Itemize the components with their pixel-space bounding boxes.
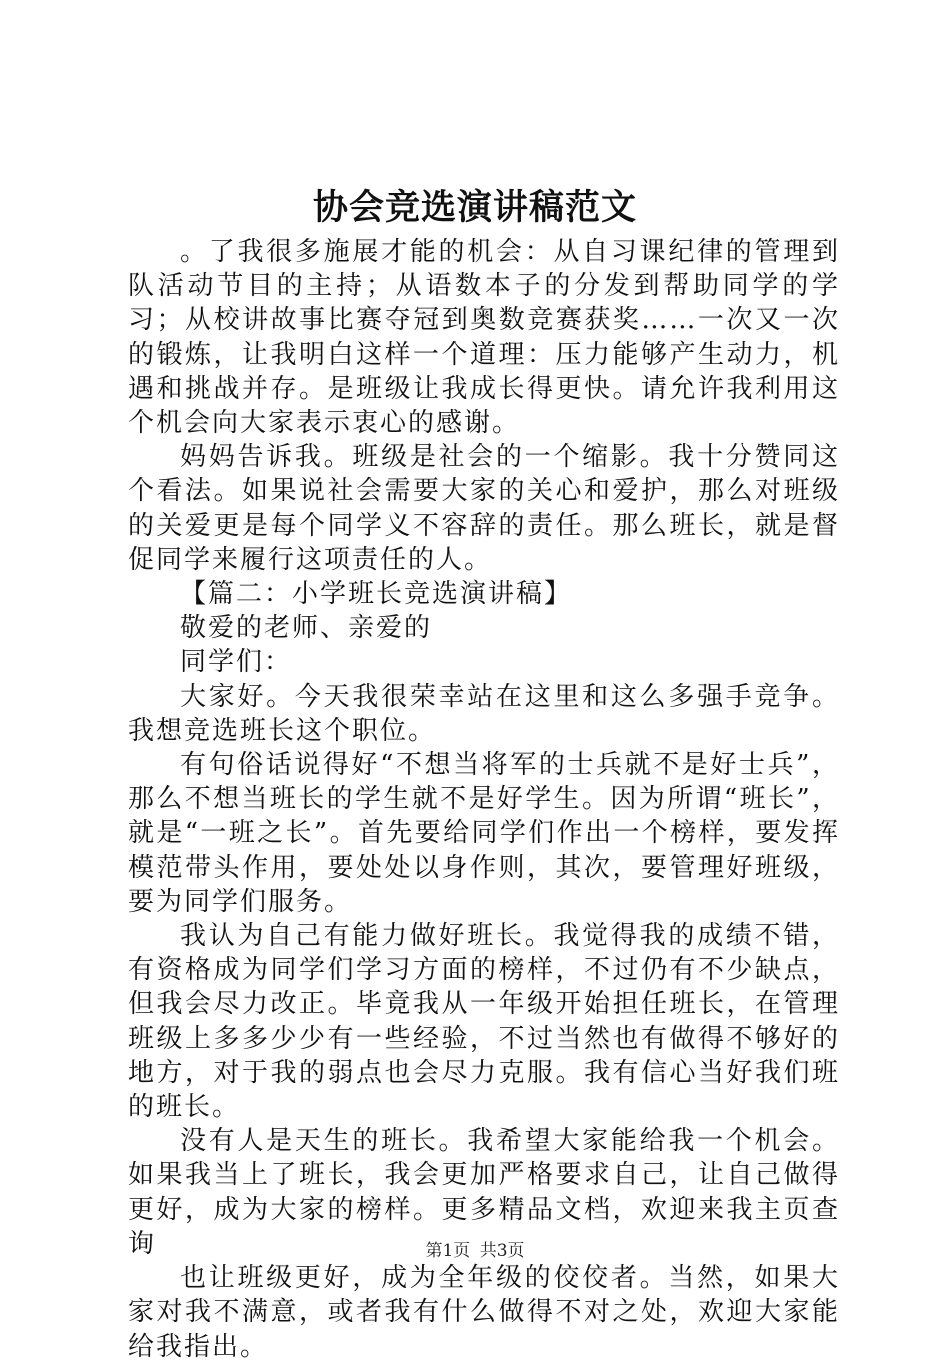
paragraph: 。了我很多施展才能的机会：从自习课纪律的管理到队活动节目的主持；从语数本子的分发到帮助同学的学习；从校讲故事比赛夺冠到奥数竞赛获奖……一次又一次的锻炼，让我明白这样一个道理：压力能够产生动力，机遇和挑战并存。是班级让我成长得更快。请允许我利用这个机会向大家表示衷心的感谢。 [128,237,840,439]
page-total: 共3页 [479,1241,525,1261]
section-heading: 【篇二：小学班长竞选演讲稿】 [180,579,573,610]
paragraph: 妈妈告诉我。班级是社会的一个缩影。我十分赞同这个看法。如果说社会需要大家的关心和爱护，那么对班级的关爱更是每个同学义不容辞的责任。那么班长，就是督促同学来履行这项责任的人。 [128,442,840,575]
document-title: 协会竞选演讲稿范文 [312,187,637,228]
paragraph: 有句俗话说得好“不想当将军的士兵就不是好士兵”，那么不想当班长的学生就不是好学生。因为所谓“班长”，就是“一班之长”。首先要给同学们作出一个榜样，要发挥模范带头作用，要处处以身作则，其次，要管理好班级，要为同学们服务。 [128,750,840,917]
document-body [128,235,840,1364]
page-footer [0,1240,950,1262]
paragraph: 没有人是天生的班长。我希望大家能给我一个机会。如果我当上了班长，我会更加严格要求自己，让自己做得更好，成为大家的榜样。更多精品文档，欢迎来我主页查询 [128,1126,840,1259]
paragraph: 也让班级更好，成为全年级的佼佼者。当然，如果大家对我不满意，或者我有什么做得不对之处，欢迎大家能给我指出。 [128,1263,840,1362]
paragraph: 我认为自己有能力做好班长。我觉得我的成绩不错，有资格成为同学们学习方面的榜样，不过仍有不少缺点，但我会尽力改正。毕竟我从一年级开始担任班长，在管理班级上多多少少有一些经验，不过当然也有做得不够好的地方，对于我的弱点也会尽力克服。我有信心当好我们班的班长。 [128,921,840,1123]
salutation-line: 同学们： [180,647,293,678]
paragraph: 大家好。今天我很荣幸站在这里和这么多强手竞争。我想竞选班长这个职位。 [128,681,840,746]
page-number: 第1页 [425,1241,471,1261]
salutation-line: 敬爱的老师、亲爱的 [180,613,433,644]
